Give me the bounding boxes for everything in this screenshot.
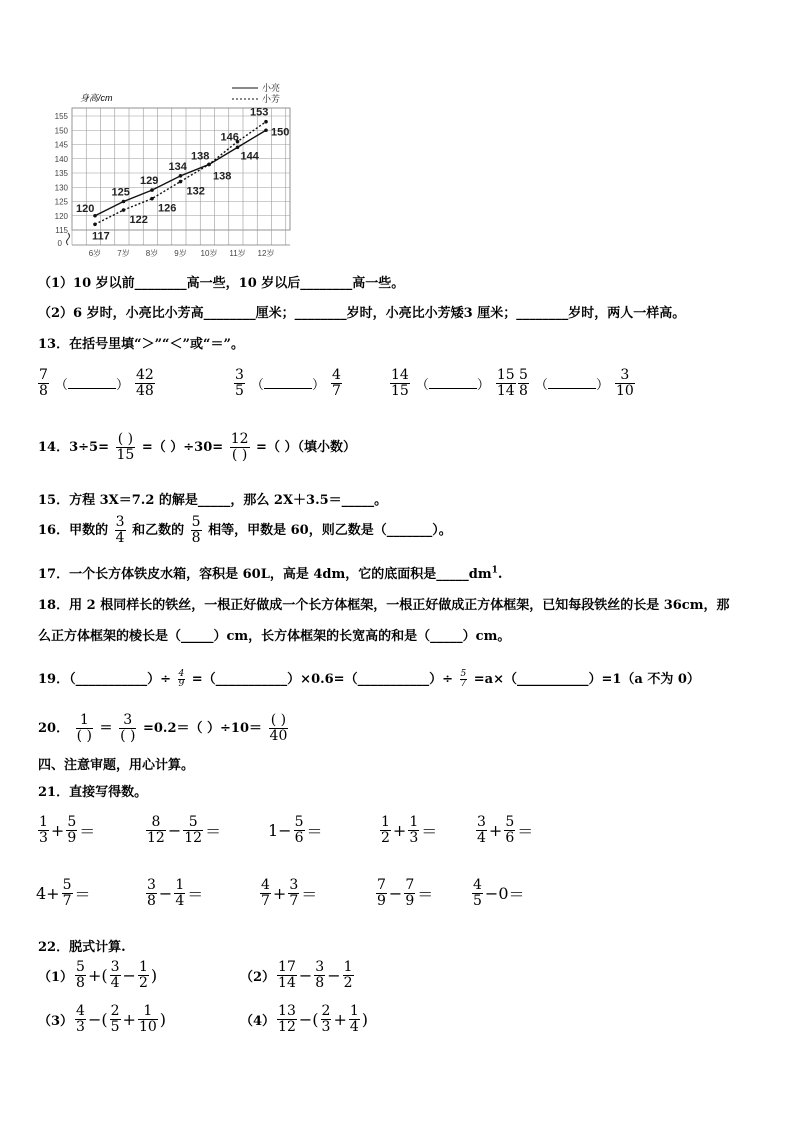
- legend-label: 小芳: [262, 94, 281, 104]
- fraction-a: $\frac{4}{3}$: [76, 1003, 85, 1035]
- q13-answer-blank[interactable]: （ ）: [250, 378, 325, 393]
- data-label: 153: [250, 106, 269, 119]
- q21-row-1: [36, 815, 776, 855]
- fraction-b: $\frac{1}{4}$: [175, 877, 185, 909]
- data-point: [122, 200, 126, 204]
- fraction-a: $\frac{1}{3}$: [39, 814, 48, 846]
- equals-sign: ＝: [517, 822, 534, 841]
- x-tick-label: 10岁: [200, 249, 218, 258]
- operator: +: [122, 1010, 136, 1029]
- q22-title: 22．脱式计算.: [38, 940, 126, 955]
- q20-fraction-1: $\frac{1}{( )}$: [76, 712, 92, 744]
- q21-expression: [378, 815, 437, 846]
- q21-expression: [144, 878, 203, 909]
- q13-pair: [232, 368, 344, 399]
- operator: −: [167, 821, 182, 840]
- data-point: [264, 120, 268, 124]
- q21-title: 21．直接写得数。: [38, 785, 148, 800]
- q14-fraction-2: $\frac{12}{( )}$: [230, 431, 249, 463]
- whole-number: 1−: [268, 821, 292, 840]
- x-tick-label: 7岁: [117, 249, 130, 258]
- q16-fraction-1: $\frac{3}{4}$: [115, 514, 125, 546]
- data-point: [93, 223, 97, 227]
- q21-expression: [268, 815, 323, 846]
- fraction-b: $\frac{7}{9}$: [405, 877, 415, 909]
- operator: −: [158, 884, 173, 903]
- q13-right-fraction: $\frac{3}{10}$: [615, 367, 634, 399]
- q17-line: 17．一个长方体铁皮水箱，容积是 60L，高是 4dm，它的底面积是$\_\_\_\_\_dm^1$.: [38, 565, 503, 582]
- fraction-a: $\frac{3}{8}$: [147, 877, 156, 909]
- whole-number: 4+: [36, 884, 60, 903]
- equals-sign: ＝: [421, 822, 438, 841]
- operator: −0: [484, 884, 509, 903]
- q21-expression: [474, 815, 533, 846]
- equals-sign: ＝: [74, 885, 91, 904]
- y-tick-label: 155: [54, 112, 68, 121]
- operator: +: [50, 821, 65, 840]
- fraction-a: $\frac{13}{12}$: [278, 1003, 296, 1035]
- fraction-b: $\frac{5}{12}$: [184, 814, 203, 846]
- q22-item-label: （3）: [38, 1014, 74, 1029]
- data-label: 122: [129, 214, 148, 227]
- y-tick-label: 130: [54, 183, 68, 193]
- q14-line: [38, 432, 356, 463]
- data-point: [150, 188, 154, 192]
- q13-pair: [516, 368, 637, 399]
- fraction-a: $\frac{7}{9}$: [377, 877, 386, 909]
- q22-item: [38, 1004, 166, 1035]
- fraction-b: $\frac{5}{6}$: [294, 814, 304, 846]
- q20-line: 20． $\frac{1}{( )}$ ＝ $\frac{3}{( )}$ =0.2＝（ ）÷10＝ $\frac{( )}{40}$: [38, 712, 288, 744]
- q21-row-2: [36, 878, 776, 918]
- data-point: [150, 197, 154, 201]
- q13-right-fraction: $\frac{15}{14}$: [496, 367, 515, 399]
- fraction-b: $\frac{3}{7}$: [289, 877, 299, 909]
- q13-pair: [36, 368, 157, 399]
- q13-answer-blank[interactable]: （ ）: [415, 378, 490, 393]
- fraction-c: $\frac{1}{2}$: [138, 959, 148, 991]
- q16-line: 16．甲数的 $\frac{3}{4}$ 和乙数的 $\frac{5}{8}$ 相等，甲数是 60，则乙数是（_______）。: [38, 514, 452, 546]
- data-label: 138: [191, 150, 210, 163]
- data-label: 144: [240, 150, 259, 163]
- data-label: 120: [76, 202, 95, 215]
- y-axis-label: 身高/cm: [80, 93, 113, 103]
- x-tick-label: 9岁: [174, 249, 187, 258]
- data-point: [122, 208, 126, 212]
- x-tick-label: 8岁: [145, 249, 159, 258]
- y-zero-label: 0: [57, 239, 62, 248]
- equals-sign: ＝: [187, 885, 204, 904]
- fraction-b: $\frac{2}{3}$: [321, 1003, 331, 1035]
- fraction-b: $\frac{5}{7}$: [62, 877, 72, 909]
- fraction-c: $\frac{1}{2}$: [343, 959, 353, 991]
- q13-title: 13．在括号里填“＞”“＜”或“＝”。: [38, 337, 244, 352]
- q20-fraction-3: $\frac{( )}{40}$: [269, 712, 288, 744]
- equals-sign: ＝: [306, 822, 323, 841]
- operator: −(: [298, 1010, 319, 1029]
- data-label: 132: [186, 185, 205, 198]
- x-tick-label: 6岁: [88, 249, 102, 258]
- data-label: 117: [92, 230, 110, 243]
- equals-sign: ＝: [508, 885, 525, 904]
- q15-line: 15．方程 3X＝7.2 的解是_____，那么 2X＋3.5＝_____。: [38, 493, 388, 508]
- section-4-heading: 四、注意审题，用心计算。: [38, 758, 195, 773]
- y-tick-label: 120: [54, 211, 68, 221]
- close-paren: ): [361, 1010, 369, 1029]
- q19-fraction-1: $\frac{4}{9}$: [178, 669, 185, 689]
- operator: −: [298, 966, 313, 985]
- q22-item-label: （2）: [240, 970, 276, 985]
- data-label: 138: [213, 170, 232, 183]
- q13-left-fraction: $\frac{5}{8}$: [519, 367, 528, 399]
- fraction-b: $\frac{3}{4}$: [110, 959, 120, 991]
- operator: −: [122, 966, 136, 985]
- q22-item: [38, 960, 157, 991]
- operator: +: [272, 884, 287, 903]
- close-paren: ): [159, 1010, 167, 1029]
- q22-item: [240, 960, 356, 991]
- q13-left-fraction: $\frac{14}{15}$: [391, 367, 409, 399]
- equals-sign: ＝: [417, 885, 434, 904]
- data-label: 125: [111, 186, 130, 199]
- fraction-b: $\frac{2}{5}$: [110, 1003, 120, 1035]
- equals-sign: ＝: [79, 822, 96, 841]
- data-label: 129: [140, 175, 159, 188]
- q14-prefix: 14．3÷5=: [38, 440, 109, 455]
- fraction-c: $\frac{1}{4}$: [349, 1003, 359, 1035]
- q13-answer-blank[interactable]: （ ）: [54, 378, 129, 393]
- fraction-a: $\frac{5}{8}$: [76, 959, 85, 991]
- q18-line-1: 18．用 2 根同样长的铁丝，一根正好做成一个长方体框架，一根正好做成正方体框架，已知每段铁丝的长是 36cm，那: [38, 598, 730, 613]
- operator: −: [327, 966, 341, 985]
- q13-answer-blank[interactable]: （ ）: [534, 378, 609, 393]
- q13-pair: [388, 368, 518, 399]
- q21-expression: [144, 815, 221, 846]
- q12-part1: （1）10 岁以前________高一些，10 岁以后________高一些。: [38, 276, 405, 291]
- q12-part2: （2）6 岁时，小亮比小芳高________厘米；________岁时，小亮比小芳矮3 厘米；________岁时，两人一样高。: [38, 306, 686, 321]
- operator: −: [388, 884, 403, 903]
- fraction-b: $\frac{5}{9}$: [67, 814, 77, 846]
- data-point: [179, 180, 183, 184]
- q13-right-fraction: $\frac{42}{48}$: [135, 367, 154, 399]
- fraction-c: $\frac{1}{10}$: [138, 1003, 157, 1035]
- fraction-a: $\frac{8}{12}$: [147, 814, 165, 846]
- q18-line-2: 么正方体框架的棱长是（_____）cm，长方体框架的长宽高的和是（_____）cm。: [38, 629, 511, 644]
- operator: +: [488, 821, 503, 840]
- y-tick-label: 145: [54, 140, 68, 150]
- data-point: [207, 163, 211, 167]
- operator: +(: [87, 966, 108, 985]
- data-label: 150: [271, 126, 290, 139]
- equals-sign: ＝: [205, 822, 222, 841]
- q14-mid-1: =（ ）÷30=: [141, 440, 224, 455]
- data-label: 126: [158, 202, 177, 215]
- operator: +: [392, 821, 407, 840]
- q19-fraction-2: $\frac{5}{7}$: [460, 669, 467, 689]
- q14-fraction-1: $\frac{( )}{15}$: [116, 431, 135, 463]
- height-line-chart: [40, 80, 310, 260]
- q21-expression: [258, 878, 317, 909]
- close-paren: ): [150, 966, 158, 985]
- q22-item-label: （4）: [240, 1014, 276, 1029]
- fraction-b: $\frac{1}{3}$: [409, 814, 419, 846]
- q14-mid-2: =（ ）（填小数）: [256, 440, 356, 455]
- q22-item: [240, 1004, 368, 1035]
- fraction-a: $\frac{4}{7}$: [261, 877, 270, 909]
- q13-left-fraction: $\frac{3}{5}$: [235, 367, 244, 399]
- y-tick-label: 140: [54, 154, 68, 164]
- q21-expression: [374, 878, 433, 909]
- operator: −(: [87, 1010, 108, 1029]
- q21-expression: [36, 878, 91, 909]
- fraction-b: $\frac{5}{6}$: [505, 814, 515, 846]
- data-label: 146: [220, 131, 239, 144]
- q20-fraction-2: $\frac{3}{( )}$: [120, 712, 136, 744]
- q19-line: 19．（___________）÷ $\frac{4}{9}$ =（___________）×0.6=（___________）÷ $\frac{5}{7}$ =a×（___________）=1（a 不为 0）: [38, 669, 700, 689]
- y-tick-label: 125: [54, 197, 68, 207]
- y-tick-label: 150: [54, 126, 68, 136]
- q13-left-fraction: $\frac{7}{8}$: [39, 367, 48, 399]
- q13-right-fraction: $\frac{4}{7}$: [331, 367, 341, 399]
- fraction-a: $\frac{3}{4}$: [477, 814, 486, 846]
- fraction-a: $\frac{17}{14}$: [278, 959, 296, 991]
- equals-sign: ＝: [301, 885, 318, 904]
- data-point: [264, 128, 268, 132]
- legend-label: 小亮: [262, 83, 281, 93]
- y-tick-label: 115: [55, 226, 68, 235]
- q21-expression: [470, 878, 525, 909]
- y-tick-label: 135: [54, 169, 68, 178]
- data-point: [236, 146, 240, 150]
- fraction-a: $\frac{4}{5}$: [473, 877, 482, 909]
- data-point: [179, 174, 183, 178]
- q21-expression: [36, 815, 95, 846]
- q22-items: [38, 960, 598, 1050]
- q16-fraction-2: $\frac{5}{8}$: [191, 514, 201, 546]
- fraction-b: $\frac{3}{8}$: [315, 959, 325, 991]
- x-tick-label: 12岁: [257, 249, 275, 258]
- q22-item-label: （1）: [38, 970, 74, 985]
- data-label: 134: [168, 160, 187, 173]
- fraction-a: $\frac{1}{2}$: [381, 814, 390, 846]
- x-tick-label: 11岁: [229, 249, 246, 258]
- operator: +: [333, 1010, 347, 1029]
